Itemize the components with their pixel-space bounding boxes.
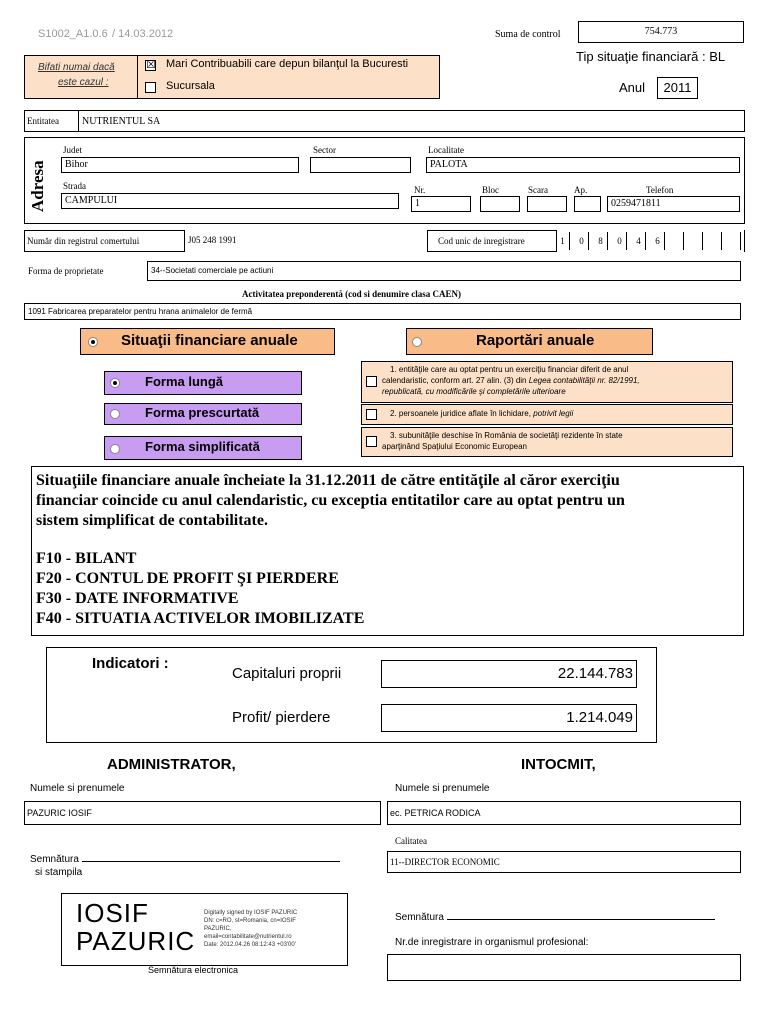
prof-reg-label: Nr.de inregistrare in organismul profesional: (395, 937, 589, 948)
admin-stamp-label: si stampila (35, 867, 83, 878)
entity-divider (78, 110, 745, 132)
annual-statements-label: Situaţii financiare anuale (121, 332, 298, 349)
option-1-law: Legea contabilităţii nr. 82/1991, (528, 376, 640, 385)
esig-line5: Date: 2012.04.26 08:12:43 +03'00' (204, 942, 296, 948)
admin-signature-label (30, 854, 340, 865)
localitate-field[interactable]: PALOTA (426, 157, 740, 173)
cui-label: Cod unic de inregistrare (438, 236, 525, 246)
intocmit-signature-text: Semnătura (395, 912, 444, 923)
f40-item: F40 - SITUATIA ACTIVELOR IMOBILIZATE (36, 610, 365, 627)
strada-label: Strada (63, 181, 86, 191)
admin-name-field[interactable]: PAZURIC IOSIF (24, 801, 381, 825)
equity-label: Capitaluri proprii (232, 665, 342, 682)
option-3-line1: 3. subunităţile deschise în România de societăţi rezidente în state (390, 431, 623, 440)
annual-reports-label: Raportări anuale (476, 332, 595, 349)
admin-signature-text: Semnătura (30, 854, 79, 865)
bloc-label: Bloc (482, 185, 499, 195)
tip-situatie: Tip situaţie financiară : BL (576, 49, 726, 64)
judet-field[interactable]: Bihor (61, 157, 299, 173)
esig-caption: Semnătura electronica (148, 965, 239, 975)
admin-name-label: Numele si prenumele (30, 783, 125, 794)
option-1-checkbox[interactable] (366, 376, 377, 387)
f30-item: F30 - DATE INFORMATIVE (36, 590, 239, 607)
quality-field[interactable]: 11--DIRECTOR ECONOMIC (387, 851, 741, 873)
statement-text (36, 471, 741, 629)
forma-lunga-radio[interactable] (110, 378, 120, 388)
statement-line3: sistem simplificat de contabilitate. (36, 512, 268, 529)
annual-reports-radio[interactable] (412, 337, 422, 347)
esig-details (204, 909, 297, 949)
esig-name-line1: IOSIF (76, 898, 149, 928)
registry-label: Număr din registrul comertului (27, 236, 140, 246)
esig-line3: PAZURIC, (204, 926, 232, 932)
intocmit-name-label: Numele si prenumele (395, 783, 490, 794)
strada-field[interactable]: CAMPULUI (61, 193, 399, 209)
year-label: Anul (619, 80, 646, 95)
esig-line2: DN: c=RO, st=Romania, cn=IOSIF (204, 918, 296, 924)
address-title: Adresa (28, 160, 47, 212)
quality-label: Calitatea (395, 836, 427, 846)
cui-digit[interactable]: 6 (651, 232, 665, 250)
f10-item: F10 - BILANT (36, 550, 137, 567)
option-2-line: 2. persoanele juridice aflate în lichidare, (390, 409, 531, 418)
cui-digit[interactable] (689, 232, 703, 250)
form-code: S1002_A1.0.6 (38, 28, 108, 40)
nr-field[interactable]: 1 (411, 196, 471, 212)
annual-statements-radio[interactable] (88, 337, 98, 347)
entity-value[interactable]: NUTRIENTUL SA (82, 116, 161, 127)
administrator-title: ADMINISTRATOR, (107, 756, 236, 773)
intocmit-title: INTOCMIT, (521, 756, 596, 773)
option-3-text (382, 430, 623, 452)
sector-field[interactable] (310, 157, 411, 173)
forma-simplificata-label: Forma simplificată (145, 439, 260, 454)
option-3-line2: aparţinând Spaţiului Economic European (382, 442, 527, 451)
case-label-line2: este cazul : (58, 77, 109, 88)
telefon-field[interactable]: 0259471811 (607, 196, 740, 212)
judet-label: Judet (63, 145, 82, 155)
forma-prescurtata-radio[interactable] (110, 409, 120, 419)
telefon-label: Telefon (646, 185, 674, 195)
cui-digit[interactable] (670, 232, 684, 250)
f20-item: F20 - CONTUL DE PROFIT ŞI PIERDERE (36, 570, 339, 587)
scara-field[interactable] (527, 196, 567, 212)
option-1-text (382, 364, 732, 397)
checksum-label: Suma de control (495, 29, 561, 40)
sucursala-label: Sucursala (166, 80, 215, 92)
profit-label: Profit/ pierdere (232, 709, 331, 726)
cui-digit[interactable] (727, 232, 741, 250)
option-2-checkbox[interactable] (366, 409, 377, 420)
form-date: / 14.03.2012 (112, 28, 174, 40)
indicators-title: Indicatori : (92, 655, 169, 672)
statement-line1: Situaţiile financiare anuale încheiate la 31.12.2011 de către entităţile al căror exerciţiu (36, 472, 620, 489)
cui-digit[interactable]: 0 (575, 232, 589, 250)
checksum-value[interactable]: 754.773 (578, 21, 744, 43)
case-label-line1: Bifati numai dacă (38, 62, 115, 73)
ap-field[interactable] (574, 196, 601, 212)
localitate-label: Localitate (428, 145, 464, 155)
scara-label: Scara (528, 185, 548, 195)
option-1-line3: republicată, cu modificările şi completările ulterioare (382, 387, 566, 396)
ownership-label: Forma de proprietate (28, 266, 104, 276)
cui-digit[interactable]: 4 (632, 232, 646, 250)
forma-lunga-label: Forma lungă (145, 374, 224, 389)
ap-label: Ap. (574, 185, 588, 195)
option-2-law: potrivit legii (533, 409, 574, 418)
mari-contribuabili-label: Mari Contribuabili care depun bilanţul la Bucuresti (166, 58, 409, 70)
registry-field[interactable]: J05 248 1991 (184, 230, 428, 252)
ownership-field[interactable]: 34--Societati comerciale pe actiuni (147, 261, 741, 281)
sector-label: Sector (313, 145, 336, 155)
cui-digit[interactable] (708, 232, 722, 250)
cui-digit[interactable]: 1 (556, 232, 570, 250)
option-2-text (390, 409, 573, 418)
nr-label: Nr. (414, 185, 426, 195)
option-1-line1: 1. entităţile care au optat pentru un exerciţiu financiar diferit de anul (390, 365, 629, 374)
intocmit-signature-label (395, 912, 715, 923)
year-field[interactable]: 2011 (657, 77, 698, 99)
option-1-line2: calendaristic, conform art. 27 alin. (3) din (382, 376, 527, 385)
esig-name-line2: PAZURIC (76, 926, 196, 956)
statement-line2: financiar coincide cu anul calendaristic, cu exceptia entitatilor care au optat pentru un (36, 492, 625, 509)
cui-digit[interactable]: 8 (594, 232, 608, 250)
sucursala-checkbox[interactable] (145, 82, 156, 93)
prof-reg-field[interactable] (387, 954, 741, 981)
esig-line1: Digitally signed by IOSIF PAZURIC (204, 910, 298, 916)
cui-digit[interactable]: 0 (613, 232, 627, 250)
caen-field[interactable]: 1091 Fabricarea preparatelor pentru hrana animalelor de fermă (24, 303, 741, 320)
esig-name (76, 899, 195, 955)
profit-value[interactable]: 1.214.049 (381, 704, 637, 732)
option-3-checkbox[interactable] (366, 436, 377, 447)
bloc-field[interactable] (480, 196, 520, 212)
esig-line4: email=contabilitate@nutrientul.ro (204, 934, 292, 940)
intocmit-name-field[interactable]: ec. PETRICA RODICA (387, 801, 741, 825)
forma-simplificata-radio[interactable] (110, 444, 120, 454)
caen-title: Activitatea preponderentă (cod si denumire clasa CAEN) (242, 289, 461, 299)
mari-contribuabili-checkbox[interactable]: ☒ (146, 59, 156, 71)
equity-value[interactable]: 22.144.783 (381, 660, 637, 688)
entity-label: Entitatea (27, 116, 59, 126)
forma-prescurtata-label: Forma prescurtată (145, 405, 260, 420)
